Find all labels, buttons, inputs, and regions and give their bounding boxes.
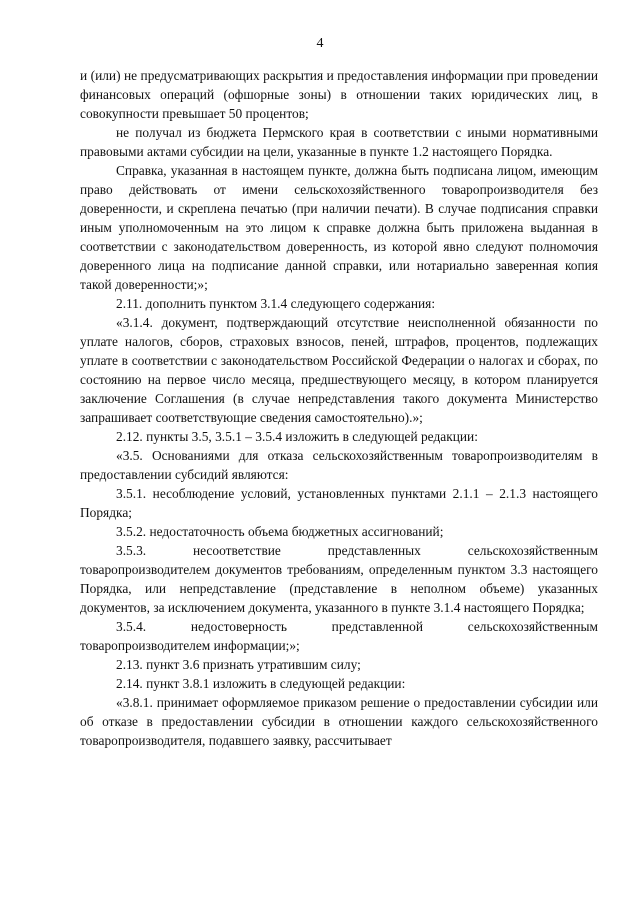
paragraph: «3.5. Основаниями для отказа сельскохозяйственным товаропроизводителям в предоставлении субсидий являются: [80,448,598,482]
paragraph: «3.8.1. принимает оформляемое приказом решение о предоставлении субсидии или об отказе в предоставлении субсидии в отношении каждого сельскохозяйственного товаропроизводителя, подавшего заявку, рассчитывает [80,695,598,748]
paragraph: 2.14. пункт 3.8.1 изложить в следующей редакции: [116,676,406,691]
paragraph: 3.5.3. несоответствие представленных сельскохозяйственным товаропроизводителем документов требованиям, определенным пунктом 3.3 настоящего Порядка, или непредставление (представление в неполном объеме) указанных документов, за исключением документа, указанного в пункте 3.1.4 настоящего Порядка; [80,543,598,615]
paragraph: 2.12. пункты 3.5, 3.5.1 – 3.5.4 изложить в следующей редакции: [116,429,478,444]
document-body [80,66,598,750]
paragraph: 2.11. дополнить пунктом 3.1.4 следующего содержания: [116,296,436,311]
paragraph: 3.5.2. недостаточность объема бюджетных ассигнований; [116,524,444,539]
paragraph: не получал из бюджета Пермского края в соответствии с иными нормативными правовыми актами субсидии на цели, указанные в пункте 1.2 настоящего Порядка. [80,125,598,159]
paragraph: 3.5.4. недостоверность представленной сельскохозяйственным товаропроизводителем информации;»; [80,619,598,653]
page-number: 4 [316,36,324,51]
paragraph: 2.13. пункт 3.6 признать утратившим силу; [116,657,361,672]
paragraph: и (или) не предусматривающих раскрытия и предоставления информации при проведении финансовых операций (офшорные зоны) в отношении таких юридических лиц, в совокупности превышает 50 процентов; [80,68,598,121]
paragraph: «3.1.4. документ, подтверждающий отсутствие неисполненной обязанности по уплате налогов, сборов, страховых взносов, пеней, штрафов, процентов, подлежащих уплате в соответствии с законодательством Российской Федерации о налогах и сборах, по состоянию на первое число месяца, предшествующего месяцу, в котором планируется заключение Соглашения (в случае непредставления такого документа Министерство запрашивает соответствующие сведения самостоятельно).»; [80,315,598,425]
paragraph: Справка, указанная в настоящем пункте, должна быть подписана лицом, имеющим право действовать от имени сельскохозяйственного товаропроизводителя без доверенности, и скреплена печатью (при наличии печати). В случае подписания справки иным уполномоченным на это лицом к справке должна быть приложена выданная в соответствии с законодательством доверенность, из которой явно следуют полномочия доверенного лица на подписание данной справки, или нотариально заверенная копия такой доверенности;»; [80,163,598,292]
paragraph: 3.5.1. несоблюдение условий, установленных пунктами 2.1.1 – 2.1.3 настоящего Порядка; [80,486,598,520]
